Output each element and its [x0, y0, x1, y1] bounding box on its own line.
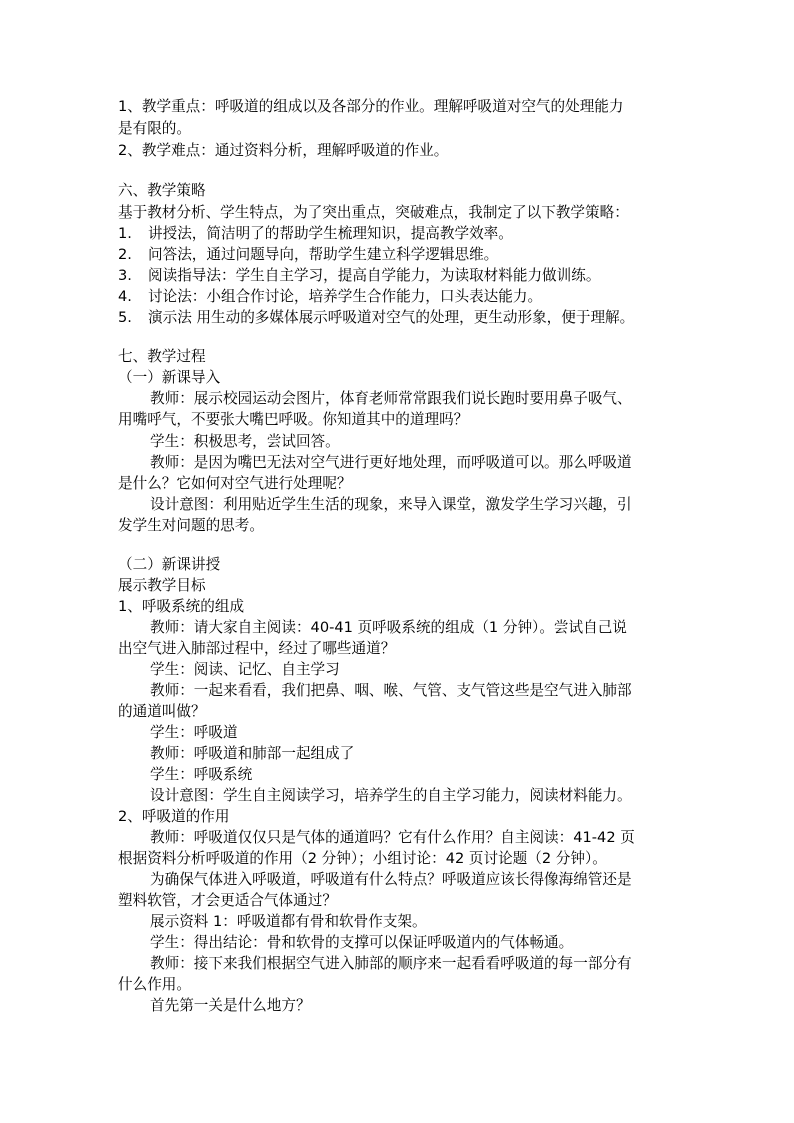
s1-teacher-line1: 教师：请大家自主阅读：40-41 页呼吸系统的组成（1 分钟）。尝试自己说 — [150, 619, 627, 636]
s1-design: 设计意图：学生自主阅读学习，培养学生的自主学习能力，阅读材料能力。 — [150, 787, 632, 804]
strategy-1-number: 1. — [118, 225, 132, 242]
s1-teacher-line2: 出空气进入肺部过程中，经过了哪些通道？ — [118, 640, 396, 657]
s2-question-line1: 为确保气体进入呼吸道，呼吸道有什么特点？呼吸道应该长得像海绵管还是 — [150, 871, 632, 888]
s2-student: 学生：得出结论：骨和软骨的支撑可以保证呼吸道内的气体畅通。 — [150, 934, 574, 951]
section6-intro: 基于教材分析、学生特点，为了突出重点，突破难点，我制定了以下教学策略： — [118, 204, 629, 221]
strategy-2-number: 2. — [118, 246, 132, 263]
s1-teacher2-line2: 的通道叫做？ — [118, 703, 206, 720]
s2-teacher2-line1: 教师：接下来我们根据空气进入肺部的顺序来一起看看呼吸道的每一部分有 — [150, 955, 632, 972]
s1-student2: 学生：呼吸道 — [150, 724, 238, 741]
intro-teacher-line1: 教师：展示校园运动会图片，体育老师常常跟我们说长跑时要用鼻子吸气、 — [150, 390, 632, 407]
strategy-5-text: 演示法 用生动的多媒体展示呼吸道对空气的处理，更生动形象，便于理解。 — [148, 309, 635, 326]
s2-material1: 展示资料 1：呼吸道都有骨和软骨作支架。 — [150, 913, 427, 930]
strategy-3-text: 阅读指导法：学生自主学习，提高自学能力，为读取材料能力做训练。 — [148, 267, 601, 284]
teaching-focus-line2: 是有限的。 — [118, 120, 191, 137]
subsection2-title: 2、呼吸道的作用 — [118, 808, 230, 825]
s1-student: 学生：阅读、记忆、自主学习 — [150, 661, 340, 678]
s2-first-stage: 首先第一关是什么地方？ — [150, 997, 311, 1014]
s1-teacher3: 教师：呼吸道和肺部一起组成了 — [150, 745, 355, 762]
strategy-4-text: 讨论法：小组合作讨论，培养学生合作能力，口头表达能力。 — [148, 288, 543, 305]
intro-design-line1: 设计意图：利用贴近学生生活的现象，来导入课堂，激发学生学习兴趣，引 — [150, 496, 632, 513]
intro-teacher-line2: 用嘴呼气，不要张大嘴巴呼吸。你知道其中的道理吗？ — [118, 411, 469, 428]
section7-title: 七、教学过程 — [118, 348, 206, 365]
teaching-difficulty: 2、教学难点：通过资料分析，理解呼吸道的作业。 — [118, 142, 449, 159]
teaching-focus-line1: 1、教学重点：呼吸道的组成以及各部分的作业。理解呼吸道对空气的处理能力 — [118, 98, 624, 115]
strategy-1-text: 讲授法，简洁明了的帮助学生梳理知识，提高教学效率。 — [148, 225, 513, 242]
s2-teacher-line2: 根据资料分析呼吸道的作用（2 分钟）；小组讨论：42 页讨论题（2 分钟）。 — [118, 850, 607, 867]
intro-student: 学生：积极思考，尝试回答。 — [150, 433, 340, 450]
subsection1-title: 1、呼吸系统的组成 — [118, 598, 245, 615]
strategy-2-text: 问答法，通过问题导向，帮助学生建立科学逻辑思维。 — [148, 246, 499, 263]
strategy-3-number: 3. — [118, 267, 132, 284]
section6-title: 六、教学策略 — [118, 182, 206, 199]
intro-teacher2-line2: 是什么？它如何对空气进行处理呢？ — [118, 475, 352, 492]
s1-teacher2-line1: 教师：一起来看看，我们把鼻、咽、喉、气管、支气管这些是空气进入肺部 — [150, 682, 632, 699]
strategy-4-number: 4. — [118, 288, 132, 305]
part2-title: （二）新课讲授 — [118, 556, 221, 573]
intro-teacher2-line1: 教师：是因为嘴巴无法对空气进行更好地处理，而呼吸道可以。那么呼吸道 — [150, 454, 632, 471]
s2-question-line2: 塑料软管，才会更适合气体通过？ — [118, 892, 337, 909]
show-teaching-goals: 展示教学目标 — [118, 577, 206, 594]
s2-teacher2-line2: 什么作用。 — [118, 976, 191, 993]
strategy-5-number: 5. — [118, 309, 132, 326]
part1-title: （一）新课导入 — [118, 369, 221, 386]
intro-design-line2: 发学生对问题的思考。 — [118, 517, 264, 534]
s1-student3: 学生：呼吸系统 — [150, 766, 253, 783]
s2-teacher-line1: 教师：呼吸道仅仅只是气体的通道吗？它有什么作用？自主阅读：41-42 页 — [150, 829, 635, 846]
